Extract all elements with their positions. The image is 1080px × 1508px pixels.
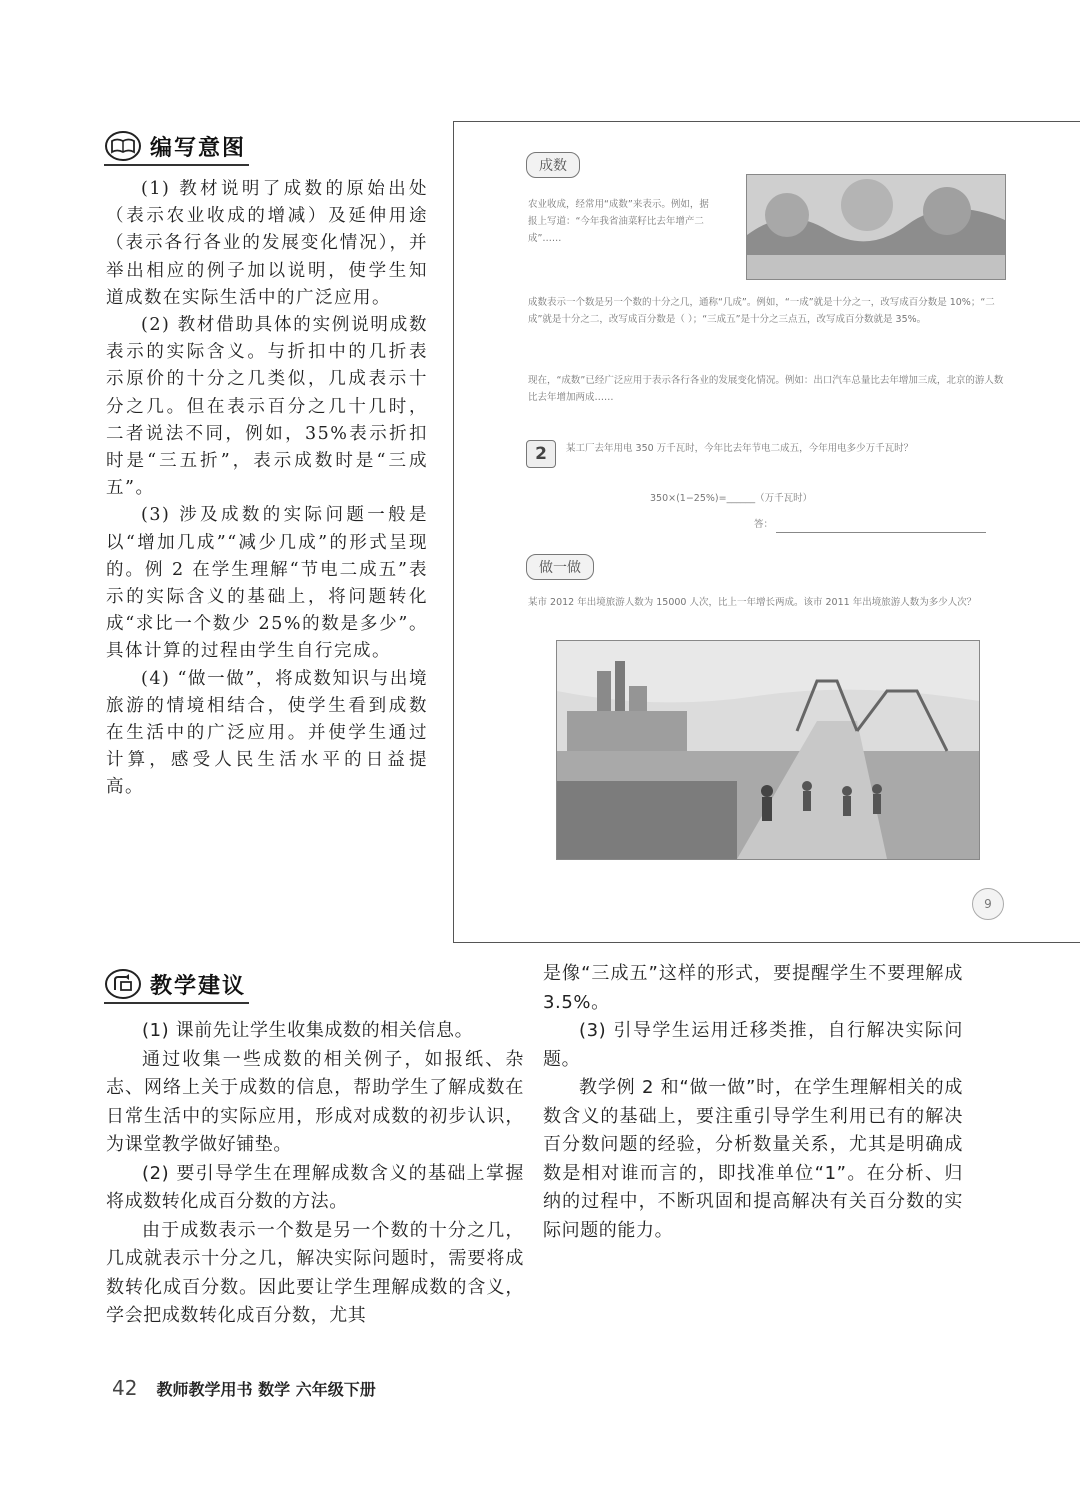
suggestion-title: 教学建议	[150, 973, 247, 999]
suggestion-right-column	[543, 960, 963, 1245]
intent-paragraph: (3) 涉及成数的实际问题一般是以“增加几成”“减少几成”的形式呈现的。例 2 在学生理解“节电二成五”表示的实际含义的基础上，将问题转化成“求比一个数少 25%的数是多少”。具体计算的过程由学生自行完成。	[106, 505, 428, 662]
definition-text: 成数表示一个数是另一个数的十分之几，通称“几成”。例如，“一成”就是十分之一，改写成百分数是 10%；“二成”就是十分之二，改写成百分数是（ ）；“三成五”是十分之三点五，改写成百分数就是 35%。	[528, 297, 995, 325]
suggestion-paragraph: 通过收集一些成数的相关例子，如报纸、杂志、网络上关于成数的信息，帮助学生了解成数在日常生活中的实际应用，形成对成数的初步认识，为课堂教学做好铺垫。	[106, 1048, 524, 1155]
textbook-definition	[528, 294, 1004, 328]
intent-paragraph: (4) “做一做”，将成数知识与出境旅游的情境相结合，使学生看到成数在生活中的广泛应用。并使学生通过计算，感受人民生活水平的日益提高。	[106, 668, 428, 798]
tag-zuoyizuo-label: 做一做	[526, 554, 594, 580]
photo-city-bridge-art	[557, 641, 979, 859]
textbook-usage	[528, 372, 1004, 406]
page-footer	[112, 1376, 376, 1400]
intent-paragraph: (2) 教材借助具体的实例说明成数表示的实际含义。与折扣中的几折表示原价的十分之几类似，几成表示十分之几。但在表示百分之几十几时，二者说法不同，例如，35%表示折扣时是“三五折”，表示成数时是“三成五”。	[106, 315, 428, 499]
photo-rapeseed-field-art	[747, 175, 1005, 279]
formula-text: 350×(1−25%)=______（万千瓦时）	[650, 493, 813, 504]
intent-paragraph: (1) 教材说明了成数的原始出处（表示农业收成的增减）及延伸用途（表示各行各业的发展变化情况），并举出相应的例子加以说明，使学生知道成数在实际生活中的广泛应用。	[106, 179, 428, 308]
tag-zuoyizuo	[526, 554, 594, 580]
suggestion-paragraph: 由于成数表示一个数是另一个数的十分之几，几成就表示十分之几，解决实际问题时，需要将成数转化成百分数。因此要让学生理解成数的含义，学会把成数转化成百分数，尤其	[106, 1219, 524, 1326]
tag-chengshu-label: 成数	[526, 152, 580, 178]
answer-label: 答：	[754, 519, 774, 530]
suggestion-paragraph: (1) 课前先让学生收集成数的相关信息。	[142, 1020, 474, 1041]
teaching-icon	[104, 968, 142, 1000]
photo-rapeseed-field	[746, 174, 1006, 280]
example-text: 某工厂去年用电 350 万千瓦时，今年比去年节电二成五，今年用电多少万千瓦时？	[566, 443, 914, 454]
textbook-intro	[528, 196, 718, 247]
suggestion-paragraph: (3) 引导学生运用迁移类推，自行解决实际问题。	[543, 1020, 963, 1070]
photo-city-bridge	[556, 640, 980, 860]
example-2	[566, 440, 1006, 457]
suggestion-heading	[104, 968, 249, 1004]
intent-heading	[104, 130, 249, 166]
example-number-badge: 2	[526, 440, 556, 468]
intro-text: 农业收成，经常用“成数”来表示。例如，据报上写道：“今年我省油菜籽比去年增产二成”……	[528, 199, 709, 244]
suggestion-paragraph: 是像“三成五”这样的形式，要提醒学生不要理解成 3.5%。	[543, 963, 963, 1013]
footer-page-number: 42	[112, 1376, 138, 1400]
intent-title: 编写意图	[150, 135, 247, 161]
suggestion-left-column	[106, 1017, 524, 1331]
intent-body	[106, 176, 428, 802]
usage-text: 现在，“成数”已经广泛应用于表示各行各业的发展变化情况。例如：出口汽车总量比去年增加三成，北京的游人数比去年增加两成……	[528, 375, 1004, 403]
zuoyizuo-problem	[528, 594, 1008, 611]
example-answer	[754, 516, 994, 533]
textbook-page-number: 9	[972, 888, 1004, 920]
example-formula	[650, 490, 950, 507]
intent-title-underline	[104, 164, 249, 166]
tag-chengshu	[526, 152, 580, 178]
suggestion-title-underline	[104, 1002, 249, 1004]
suggestion-paragraph: (2) 要引导学生在理解成数含义的基础上掌握将成数转化成百分数的方法。	[106, 1162, 524, 1212]
suggestion-paragraph: 教学例 2 和“做一做”时，在学生理解相关的成数含义的基础上，要注重引导学生利用已有的解决百分数问题的经验，分析数量关系，尤其是明确成数是相对谁而言的，即找准单位“1”。在分析、归纳的过程中，不断巩固和提高解决有关百分数的实际问题的能力。	[543, 1077, 963, 1241]
zuoyizuo-text: 某市 2012 年出境旅游人数为 15000 人次，比上一年增长两成。该市 2011 年出境旅游人数为多少人次？	[528, 597, 977, 608]
textbook-excerpt	[453, 121, 1080, 943]
open-book-icon	[104, 130, 142, 162]
footer-book-title: 教师教学用书 数学 六年级下册	[156, 1380, 376, 1399]
answer-blank	[776, 532, 986, 533]
